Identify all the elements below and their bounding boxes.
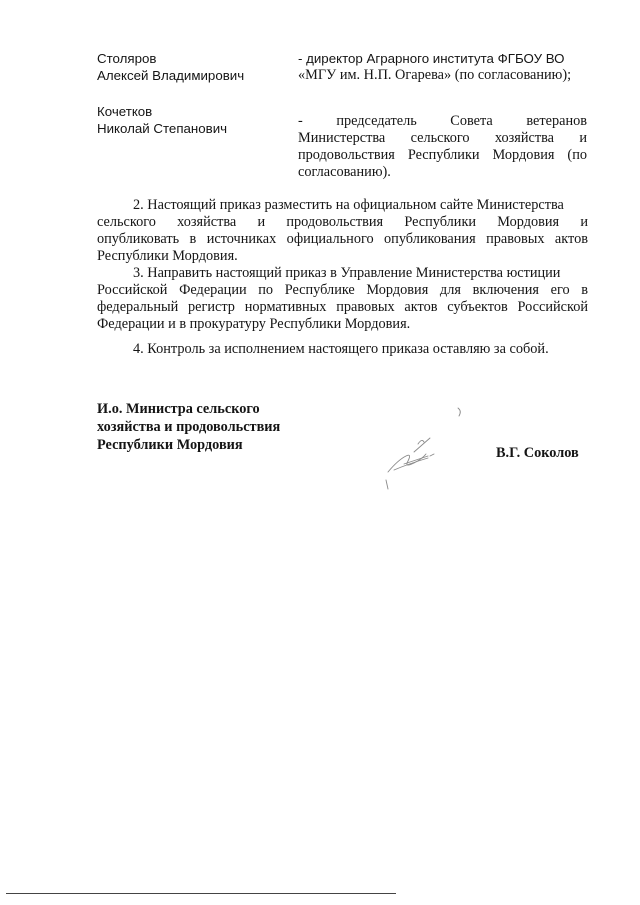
- paragraph-3-line-3: федеральный регистр нормативных правовых актов субъектов Российской: [97, 299, 588, 315]
- member-2-given-names: Николай Степанович: [97, 121, 228, 136]
- member-2-role-line-4: согласованию).: [298, 164, 391, 180]
- signatory-title-line-3: Республики Мордовия: [97, 437, 243, 453]
- paragraph-3-line-2: Российской Федерации по Республике Мордовия для включения его в: [97, 282, 588, 298]
- member-1-surname: Столяров: [97, 51, 157, 66]
- handwritten-signature: [374, 400, 470, 496]
- paragraph-3-line-4: Федерации и в прокуратуру Республики Мордовия.: [97, 316, 411, 332]
- paragraph-2-line-1: 2. Настоящий приказ разместить на официальном сайте Министерства: [133, 197, 564, 213]
- bottom-scan-line: [6, 893, 396, 894]
- member-1-role-line-1: - директор Аграрного института ФГБОУ ВО: [298, 51, 565, 66]
- member-1-role-line-2: «МГУ им. Н.П. Огарева» (по согласованию);: [298, 67, 572, 83]
- member-2-role-line-2: Министерства сельского хозяйства и: [298, 130, 587, 146]
- member-2-role-line-1: - председатель Совета ветеранов: [298, 113, 587, 129]
- signatory-title-line-2: хозяйства и продовольствия: [97, 419, 281, 435]
- paragraph-4-line-1: 4. Контроль за исполнением настоящего приказа оставляю за собой.: [133, 341, 549, 357]
- signatory-title-line-1: И.о. Министра сельского: [97, 401, 260, 417]
- signatory-name: В.Г. Соколов: [496, 445, 579, 461]
- paragraph-2-line-4: Республики Мордовия.: [97, 248, 238, 264]
- member-2-surname: Кочетков: [97, 104, 153, 119]
- paragraph-2-line-3: опубликовать в источниках официального опубликования правовых актов: [97, 231, 588, 247]
- member-2-role-line-3: продовольствия Республики Мордовия (по: [298, 147, 587, 163]
- paragraph-2-line-2: сельского хозяйства и продовольствия Республики Мордовия и: [97, 214, 588, 230]
- member-1-given-names: Алексей Владимирович: [97, 68, 245, 83]
- paragraph-3-line-1: 3. Направить настоящий приказ в Управление Министерства юстиции: [133, 265, 561, 281]
